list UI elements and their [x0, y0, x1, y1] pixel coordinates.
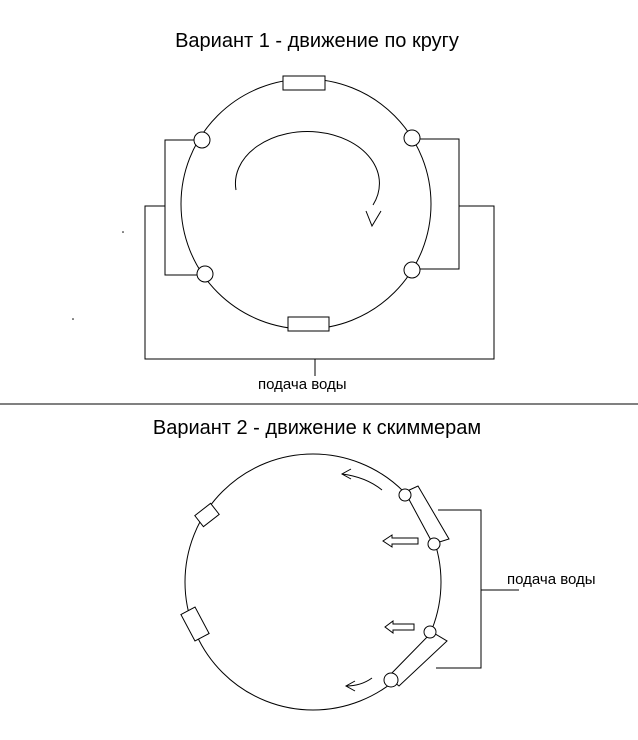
flow-arrow-top-curve: [342, 474, 382, 490]
skimmer-top: [283, 76, 325, 90]
nozzle-v2-lower: [424, 626, 436, 638]
flow-arrow-block-upper: [383, 535, 418, 547]
nozzle-top-right: [404, 130, 420, 146]
nozzle-v2-top: [399, 489, 411, 501]
variant-2-title: Вариант 2 - движение к скиммерам: [152, 417, 482, 439]
nozzle-bottom-right: [404, 262, 420, 278]
pipe-feed-outer: [145, 206, 494, 359]
pipe-right-inner: [420, 139, 459, 269]
flow-arrow-bottom-curve: [346, 678, 372, 686]
flow-arrow-head: [366, 211, 381, 226]
water-feed-label-2: подача воды: [507, 571, 596, 588]
skimmer-bottom: [288, 317, 329, 331]
water-feed-label-1: подача воды: [258, 376, 347, 393]
nozzle-v2-mid: [428, 538, 440, 550]
skimmer-left-bottom: [181, 607, 209, 641]
flow-arrow-block-lower: [385, 621, 414, 633]
nozzle-bottom-left: [197, 266, 213, 282]
flow-arrow-circular: [235, 132, 379, 205]
stray-dot-1: [122, 231, 124, 233]
nozzle-v2-bottom: [384, 673, 398, 687]
skimmer-housing-top: [405, 486, 449, 544]
pool-circle-1: [181, 79, 431, 329]
stray-dot-2: [72, 318, 74, 320]
skimmer-left-top: [195, 503, 219, 526]
nozzle-top-left: [194, 132, 210, 148]
variant-1-title: Вариант 1 - движение по кругу: [175, 30, 459, 52]
